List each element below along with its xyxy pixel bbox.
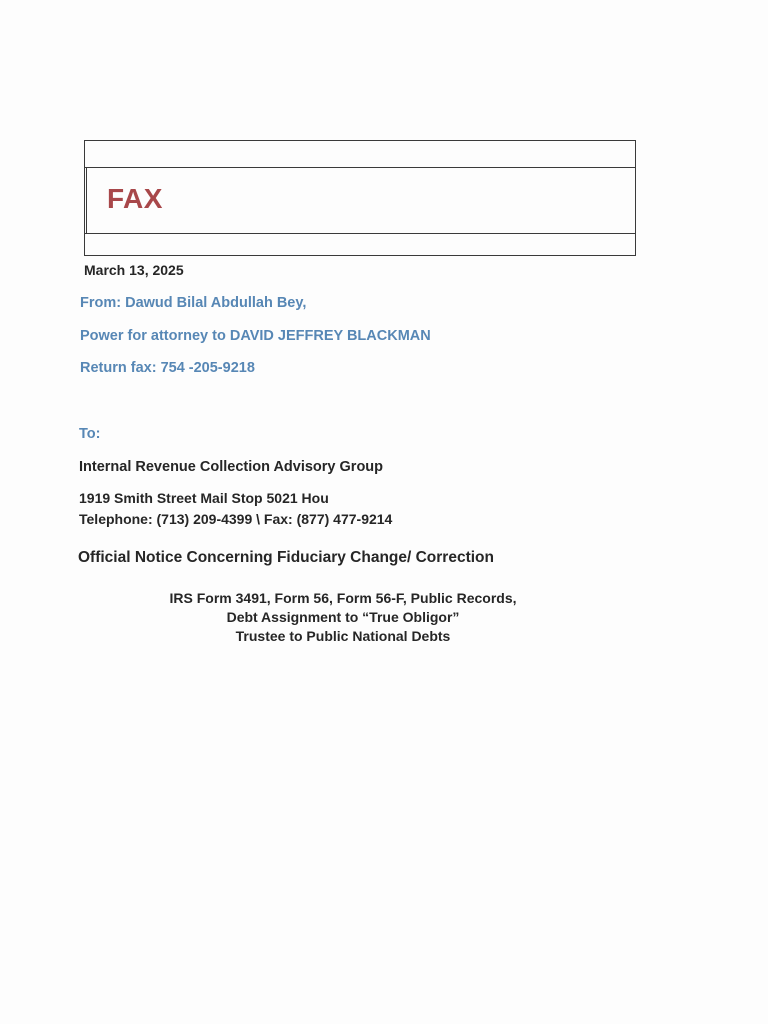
header-rule-top bbox=[85, 167, 635, 168]
fax-date: March 13, 2025 bbox=[84, 262, 184, 278]
notice-details bbox=[120, 589, 566, 646]
notice-line: Debt Assignment to “True Obligor” bbox=[226, 609, 460, 625]
notice-title: Official Notice Concerning Fiduciary Change/ Correction bbox=[78, 549, 494, 566]
sender-return-fax: Return fax: 754 -205-9218 bbox=[80, 360, 255, 376]
fax-title: FAX bbox=[107, 183, 163, 214]
sender-power-of-attorney: Power for attorney to DAVID JEFFREY BLACKMAN bbox=[80, 328, 431, 344]
recipient-contact: Telephone: (713) 209-4399 \ Fax: (877) 477-9214 bbox=[79, 511, 393, 527]
sender-from: From: Dawud Bilal Abdullah Bey, bbox=[80, 295, 307, 311]
recipient-organization: Internal Revenue Collection Advisory Group bbox=[79, 459, 384, 475]
recipient-address: 1919 Smith Street Mail Stop 5021 Hou bbox=[79, 490, 329, 506]
notice-line: IRS Form 3491, Form 56, Form 56-F, Public Records, bbox=[169, 590, 517, 606]
fax-header-box bbox=[84, 140, 636, 256]
recipient-to-label: To: bbox=[79, 426, 101, 442]
header-inner-border bbox=[86, 168, 87, 234]
header-rule-bottom bbox=[85, 233, 635, 234]
notice-line: Trustee to Public National Debts bbox=[235, 628, 451, 644]
